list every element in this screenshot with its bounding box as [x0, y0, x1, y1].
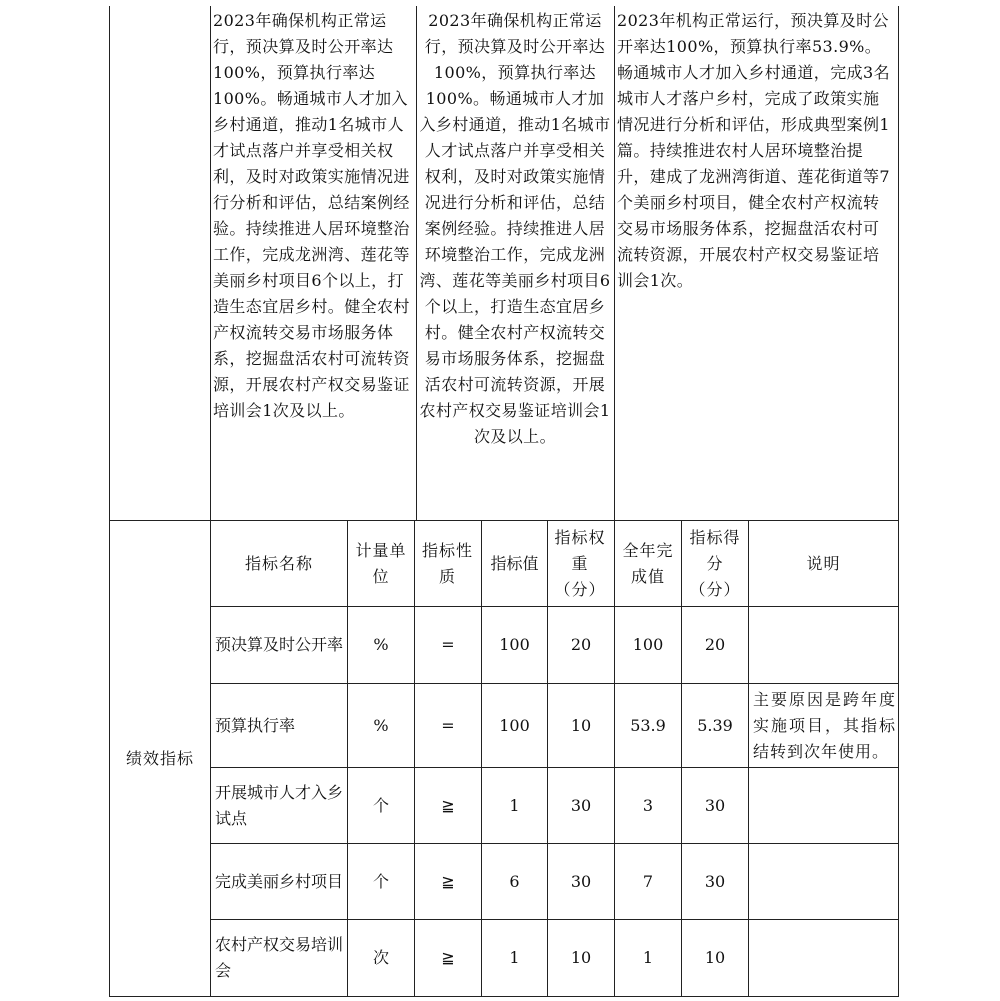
header-target: 指标值: [490, 553, 539, 573]
header-actual: 全年完成值: [622, 540, 674, 586]
indicator-target: 100: [499, 715, 530, 735]
indicator-name: 预算执行率: [215, 715, 296, 735]
indicator-weight: 20: [570, 635, 592, 654]
table-border-right: [898, 6, 899, 997]
indicator-weight: 30: [570, 795, 592, 815]
indicator-name: 预决算及时公开率: [215, 635, 344, 654]
indicator-unit: 次: [372, 948, 389, 967]
indicator-nature: =: [441, 715, 455, 735]
header-score: 指标得分（分）: [689, 527, 741, 599]
indicator-name: 开展城市人才入乡试点: [215, 782, 344, 828]
indicator-target: 1: [509, 948, 520, 967]
indicator-actual: 3: [642, 795, 654, 815]
indicator-weight: 30: [570, 871, 592, 891]
indicator-note: [749, 920, 898, 996]
indicator-score: 30: [704, 795, 726, 815]
indicator-note: [749, 844, 898, 919]
indicator-score: 30: [704, 871, 726, 891]
section-label: 绩效指标: [125, 748, 194, 768]
table-border-bottom: [109, 996, 899, 997]
indicator-note: [749, 607, 898, 683]
indicator-unit: 个: [372, 871, 389, 891]
indicator-note: [749, 768, 898, 843]
indicator-unit: %: [373, 635, 389, 654]
header-nature: 指标性质: [421, 540, 473, 586]
indicator-actual: 7: [642, 871, 654, 891]
indicator-unit: %: [373, 715, 389, 735]
indicator-name: 农村产权交易培训会: [215, 935, 344, 980]
indicator-actual: 100: [632, 635, 664, 654]
indicator-target: 6: [509, 871, 520, 891]
indicator-unit: 个: [372, 795, 389, 815]
indicator-nature: ≧: [441, 871, 455, 891]
col-divider: [416, 6, 417, 520]
indicator-target: 100: [499, 635, 530, 654]
indicator-weight: 10: [570, 948, 592, 967]
indicator-actual: 1: [642, 948, 654, 967]
header-indicator-name: 指标名称: [244, 553, 313, 573]
indicator-nature: ≧: [441, 795, 455, 815]
indicator-actual: 53.9: [630, 715, 666, 735]
goal-text-annual: 2023年确保机构正常运行，预决算及时公开率达100%，预算执行率达100%。畅通城市人才加入乡村通道，推动1名城市人才试点落户并享受相关权利，及时对政策实施情况进行分析和评估，总结案例经验。持续推进人居环境整治工作，完成龙洲湾、莲花等美丽乡村项目6个以上，打造生态宜居乡村。健全农村产权流转交易市场服务体系，挖掘盘活农村可流转资源，开展农村产权交易鉴证培训会1次及以上。: [419, 11, 611, 446]
header-weight: 指标权重（分）: [554, 527, 606, 599]
indicator-weight: 10: [570, 715, 592, 735]
indicator-nature: ≧: [441, 948, 455, 967]
header-note: 说明: [806, 553, 841, 573]
goal-text-completion: 2023年机构正常运行，预决算及时公开率达100%，预算执行率53.9%。畅通城市人才加入乡村通道，完成3名城市人才落户乡村，完成了政策实施情况进行分析和评估，形成典型案例1篇。持续推进农村人居环境整治提升，建成了龙洲湾街道、莲花街道等7个美丽乡村项目，健全农村产权流转交易市场服务体系，挖掘盘活农村可流转资源，开展农村产权交易鉴证培训会1次。: [617, 11, 890, 290]
indicator-target: 1: [509, 795, 520, 815]
indicator-score: 5.39: [697, 715, 733, 735]
goal-text-planned: 2023年确保机构正常运行，预决算及时公开率达100%，预算执行率达100%。畅通城市人才加入乡村通道，推动1名城市人才试点落户并享受相关权利，及时对政策实施情况进行分析和评估，总结案例经验。持续推进人居环境整治工作，完成龙洲湾、莲花等美丽乡村项目6个以上，打造生态宜居乡村。健全农村产权流转交易市场服务体系，挖掘盘活农村可流转资源，开展农村产权交易鉴证培训会1次及以上。: [213, 11, 410, 420]
indicator-name: 完成美丽乡村项目: [215, 871, 344, 891]
indicator-score: 10: [704, 948, 726, 967]
indicator-score: 20: [704, 635, 726, 654]
indicator-note: 主要原因是跨年度实施项目，其指标结转到次年使用。: [753, 689, 896, 761]
indicator-nature: =: [441, 635, 455, 654]
header-unit: 计量单位: [355, 540, 407, 586]
